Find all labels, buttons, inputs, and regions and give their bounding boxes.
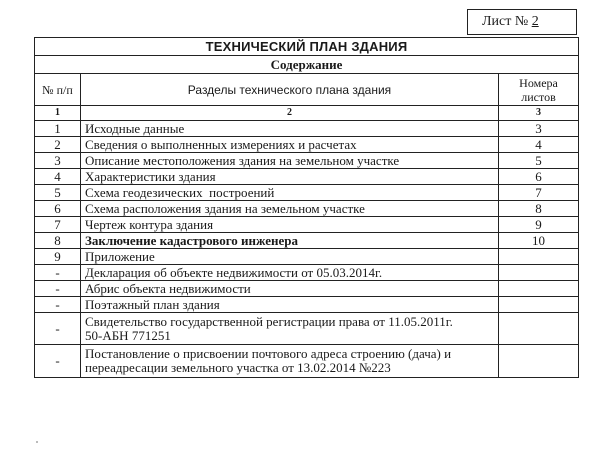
row-number: - (35, 281, 81, 297)
sheet-number-box (467, 9, 577, 35)
row-section (81, 313, 499, 345)
table-row (35, 281, 579, 297)
row-number: - (35, 265, 81, 281)
row-section-line: Свидетельство государственной регистрации права от 11.05.2011г. (85, 313, 453, 329)
row-number: 3 (35, 153, 81, 169)
table-row (35, 153, 579, 169)
table-row (35, 265, 579, 281)
row-number: 8 (35, 233, 81, 249)
row-pages: 6 (499, 169, 579, 185)
sheet-label: Лист № (482, 14, 529, 29)
column-index-3: 3 (499, 106, 579, 121)
table-row (35, 233, 579, 249)
row-number: 5 (35, 185, 81, 201)
row-number: 6 (35, 201, 81, 217)
row-section: Схема расположения здания на земельном участке (81, 201, 499, 217)
row-section: Чертеж контура здания (81, 217, 499, 233)
header-num: № п/п (35, 74, 81, 106)
row-number: 4 (35, 169, 81, 185)
row-pages: 8 (499, 201, 579, 217)
row-section: Декларация об объекте недвижимости от 05.03.2014г. (81, 265, 499, 281)
row-number: 2 (35, 137, 81, 153)
column-index-1: 1 (35, 106, 81, 121)
table-row (35, 169, 579, 185)
contents-row (35, 56, 579, 74)
row-pages: 7 (499, 185, 579, 201)
header-pages: Номера листов (499, 74, 579, 106)
column-index-2: 2 (81, 106, 499, 121)
table-row (35, 249, 579, 265)
table-row (35, 137, 579, 153)
document-subtitle: Содержание (35, 56, 579, 74)
row-section: Описание местоположения здания на земельном участке (81, 153, 499, 169)
row-section: Исходные данные (81, 121, 499, 137)
row-pages: 5 (499, 153, 579, 169)
row-pages (499, 249, 579, 265)
row-section: Абрис объекта недвижимости (81, 281, 499, 297)
row-section (81, 345, 499, 378)
row-section: Заключение кадастрового инженера (81, 233, 499, 249)
row-pages (499, 281, 579, 297)
scan-speck (36, 441, 38, 443)
row-pages: 9 (499, 217, 579, 233)
row-section-line: Постановление о присвоении почтового адреса строению (дача) и (85, 346, 452, 361)
document-title: ТЕХНИЧЕСКИЙ ПЛАН ЗДАНИЯ (35, 38, 579, 56)
row-pages: 3 (499, 121, 579, 137)
table-row (35, 185, 579, 201)
contents-table (34, 37, 579, 378)
row-number: - (35, 313, 81, 345)
row-section-line: переадресации земельного участка от 13.02.2014 №223 (85, 360, 391, 375)
row-pages (499, 265, 579, 281)
row-section: Поэтажный план здания (81, 297, 499, 313)
table-row (35, 121, 579, 137)
row-pages: 4 (499, 137, 579, 153)
row-number: - (35, 345, 81, 378)
table-row (35, 297, 579, 313)
table-row (35, 313, 579, 345)
column-index-row (35, 106, 579, 121)
row-number: 1 (35, 121, 81, 137)
header-section: Разделы технического плана здания (81, 74, 499, 106)
row-section-line: 50-АБН 771251 (85, 327, 171, 343)
row-section: Сведения о выполненных измерениях и расчетах (81, 137, 499, 153)
sheet-number: 2 (531, 14, 539, 29)
row-section: Приложение (81, 249, 499, 265)
title-row (35, 38, 579, 56)
row-section: Схема геодезических построений (81, 185, 499, 201)
table-row (35, 345, 579, 378)
row-number: 7 (35, 217, 81, 233)
row-pages: 10 (499, 233, 579, 249)
row-number: - (35, 297, 81, 313)
row-pages (499, 313, 579, 345)
row-number: 9 (35, 249, 81, 265)
row-section: Характеристики здания (81, 169, 499, 185)
row-pages (499, 297, 579, 313)
table-row (35, 217, 579, 233)
row-pages (499, 345, 579, 378)
header-row (35, 74, 579, 106)
table-row (35, 201, 579, 217)
